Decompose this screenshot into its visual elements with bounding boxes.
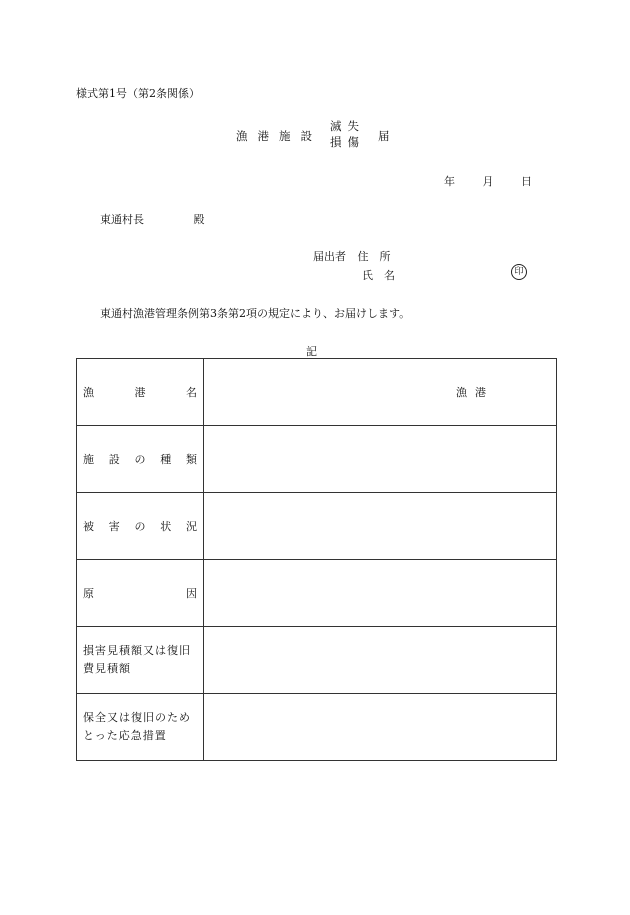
ki-heading: 記 xyxy=(306,345,317,358)
records-table xyxy=(76,358,557,761)
addressee-honorific: 殿 xyxy=(193,213,205,226)
applicant-label: 届出者 xyxy=(313,250,346,263)
title-lower: 損傷 xyxy=(330,135,365,149)
row-label-emergency-measures: 保全又は復旧のためとった応急措置 xyxy=(77,694,204,761)
damage-estimate-value[interactable] xyxy=(204,627,557,694)
title-end: 届 xyxy=(378,129,390,143)
row-label-damage-status: 被 害 の 状 況 xyxy=(77,493,204,560)
addressee-name: 東通村長 xyxy=(100,213,144,226)
table-row xyxy=(77,426,557,493)
harbor-name-label xyxy=(83,384,197,400)
title-main: 漁港施設 xyxy=(236,129,322,143)
row-label-damage-estimate: 損害見積額又は復旧費見積額 xyxy=(77,627,204,694)
name-label: 氏 名 xyxy=(362,269,395,282)
cause-value[interactable] xyxy=(204,560,557,627)
label-char: 港 xyxy=(134,386,146,399)
seal-mark: 印 xyxy=(511,264,527,280)
title-stack xyxy=(330,118,365,150)
facility-type-value[interactable] xyxy=(204,426,557,493)
date-year: 年 xyxy=(444,175,455,188)
addressee xyxy=(100,211,205,227)
applicant-name-row xyxy=(362,267,395,283)
damage-status-value[interactable] xyxy=(204,493,557,560)
title-upper: 滅失 xyxy=(330,119,365,133)
row-label-cause: 原 因 xyxy=(77,560,204,627)
row-label-harbor xyxy=(77,359,204,426)
table-row xyxy=(77,627,557,694)
date-day: 日 xyxy=(521,175,532,188)
address-label: 住 所 xyxy=(357,250,391,263)
statement: 東通村漁港管理条例第3条第2項の規定により、お届けします。 xyxy=(100,307,411,320)
label-char: 漁 xyxy=(83,386,94,399)
date-line xyxy=(444,173,532,189)
date-month: 月 xyxy=(482,175,494,188)
label-char: 名 xyxy=(186,386,197,399)
applicant-address-row xyxy=(313,248,391,264)
row-label-facility-type: 施 設 の 種 類 xyxy=(77,426,204,493)
table-row xyxy=(77,359,557,426)
form-number: 様式第1号（第2条関係） xyxy=(76,87,200,100)
table-row xyxy=(77,694,557,761)
emergency-measures-value[interactable] xyxy=(204,694,557,761)
table-row xyxy=(77,493,557,560)
table-row xyxy=(77,560,557,627)
harbor-name-value[interactable]: 漁港 xyxy=(204,359,557,426)
